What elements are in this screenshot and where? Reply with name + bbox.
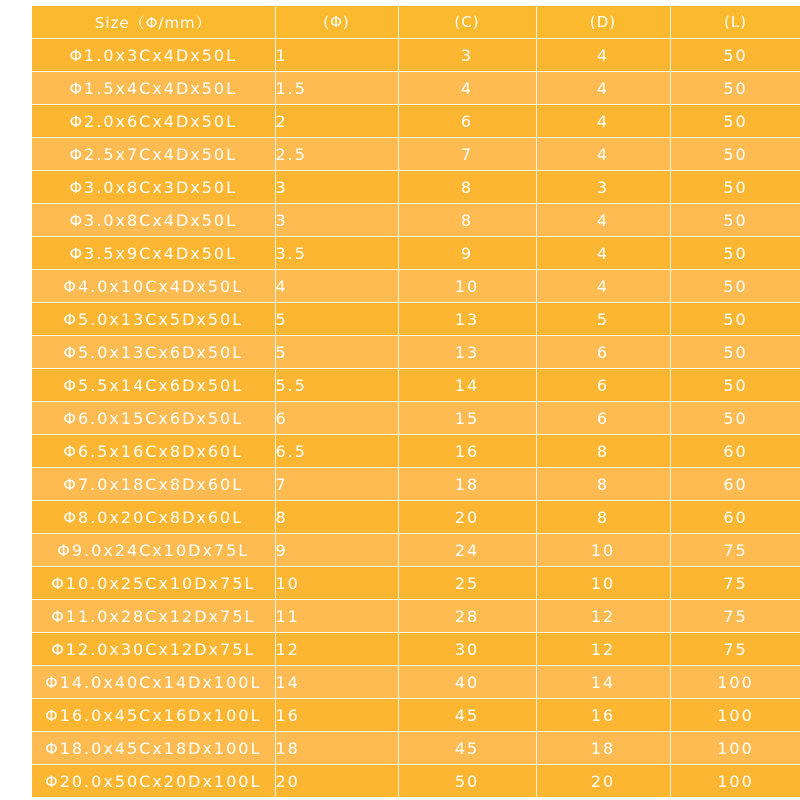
l-cell: 100 [670, 666, 800, 699]
size-cell: Φ11.0x28Cx12Dx75L [32, 600, 275, 633]
phi-cell: 14 [275, 666, 398, 699]
header-row [32, 6, 800, 39]
d-cell: 12 [536, 600, 670, 633]
table-body [32, 39, 800, 798]
phi-cell: 1.5 [275, 72, 398, 105]
c-cell: 9 [398, 237, 536, 270]
size-cell: Φ16.0x45Cx16Dx100L [32, 699, 275, 732]
l-cell: 50 [670, 204, 800, 237]
l-cell: 50 [670, 303, 800, 336]
d-cell: 5 [536, 303, 670, 336]
size-cell: Φ8.0x20Cx8Dx60L [32, 501, 275, 534]
d-cell: 10 [536, 534, 670, 567]
header-size: Size（Φ/mm） [32, 6, 275, 39]
c-cell: 40 [398, 666, 536, 699]
table-row [32, 501, 800, 534]
l-cell: 75 [670, 600, 800, 633]
c-cell: 45 [398, 699, 536, 732]
c-cell: 8 [398, 171, 536, 204]
l-cell: 50 [670, 39, 800, 72]
phi-cell: 3.5 [275, 237, 398, 270]
phi-cell: 5 [275, 303, 398, 336]
size-cell: Φ2.5x7Cx4Dx50L [32, 138, 275, 171]
d-cell: 4 [536, 39, 670, 72]
d-cell: 8 [536, 435, 670, 468]
size-cell: Φ18.0x45Cx18Dx100L [32, 732, 275, 765]
d-cell: 6 [536, 369, 670, 402]
d-cell: 8 [536, 468, 670, 501]
d-cell: 20 [536, 765, 670, 798]
phi-cell: 1 [275, 39, 398, 72]
size-cell: Φ5.0x13Cx6Dx50L [32, 336, 275, 369]
header-phi: (Φ) [275, 6, 398, 39]
c-cell: 13 [398, 303, 536, 336]
c-cell: 18 [398, 468, 536, 501]
c-cell: 20 [398, 501, 536, 534]
d-cell: 14 [536, 666, 670, 699]
d-cell: 10 [536, 567, 670, 600]
phi-cell: 4 [275, 270, 398, 303]
phi-cell: 3 [275, 204, 398, 237]
l-cell: 100 [670, 765, 800, 798]
d-cell: 4 [536, 237, 670, 270]
l-cell: 50 [670, 138, 800, 171]
size-cell: Φ5.5x14Cx6Dx50L [32, 369, 275, 402]
size-cell: Φ6.5x16Cx8Dx60L [32, 435, 275, 468]
c-cell: 25 [398, 567, 536, 600]
phi-cell: 18 [275, 732, 398, 765]
table-row [32, 270, 800, 303]
table-row [32, 336, 800, 369]
table-row [32, 534, 800, 567]
table-row [32, 666, 800, 699]
table-header [32, 6, 800, 39]
c-cell: 24 [398, 534, 536, 567]
size-cell: Φ2.0x6Cx4Dx50L [32, 105, 275, 138]
l-cell: 50 [670, 105, 800, 138]
size-cell: Φ3.0x8Cx4Dx50L [32, 204, 275, 237]
l-cell: 50 [670, 237, 800, 270]
size-cell: Φ7.0x18Cx8Dx60L [32, 468, 275, 501]
phi-cell: 3 [275, 171, 398, 204]
header-l: (L) [670, 6, 800, 39]
phi-cell: 16 [275, 699, 398, 732]
l-cell: 60 [670, 501, 800, 534]
l-cell: 75 [670, 633, 800, 666]
size-cell: Φ12.0x30Cx12Dx75L [32, 633, 275, 666]
d-cell: 18 [536, 732, 670, 765]
phi-cell: 12 [275, 633, 398, 666]
d-cell: 4 [536, 270, 670, 303]
c-cell: 3 [398, 39, 536, 72]
phi-cell: 6 [275, 402, 398, 435]
phi-cell: 11 [275, 600, 398, 633]
table-row [32, 402, 800, 435]
l-cell: 75 [670, 567, 800, 600]
table-row [32, 699, 800, 732]
d-cell: 4 [536, 72, 670, 105]
size-cell: Φ6.0x15Cx6Dx50L [32, 402, 275, 435]
d-cell: 4 [536, 204, 670, 237]
l-cell: 75 [670, 534, 800, 567]
l-cell: 100 [670, 699, 800, 732]
d-cell: 4 [536, 105, 670, 138]
l-cell: 50 [670, 270, 800, 303]
table-row [32, 732, 800, 765]
phi-cell: 2 [275, 105, 398, 138]
size-cell: Φ3.0x8Cx3Dx50L [32, 171, 275, 204]
c-cell: 30 [398, 633, 536, 666]
phi-cell: 7 [275, 468, 398, 501]
c-cell: 4 [398, 72, 536, 105]
size-cell: Φ10.0x25Cx10Dx75L [32, 567, 275, 600]
c-cell: 13 [398, 336, 536, 369]
d-cell: 12 [536, 633, 670, 666]
c-cell: 15 [398, 402, 536, 435]
table-row [32, 600, 800, 633]
l-cell: 50 [670, 72, 800, 105]
d-cell: 8 [536, 501, 670, 534]
size-cell: Φ1.0x3Cx4Dx50L [32, 39, 275, 72]
table-row [32, 105, 800, 138]
table-row [32, 765, 800, 798]
l-cell: 50 [670, 402, 800, 435]
c-cell: 8 [398, 204, 536, 237]
spec-table [32, 6, 800, 798]
phi-cell: 8 [275, 501, 398, 534]
c-cell: 7 [398, 138, 536, 171]
c-cell: 28 [398, 600, 536, 633]
d-cell: 16 [536, 699, 670, 732]
d-cell: 6 [536, 336, 670, 369]
phi-cell: 2.5 [275, 138, 398, 171]
phi-cell: 10 [275, 567, 398, 600]
table-row [32, 72, 800, 105]
phi-cell: 5 [275, 336, 398, 369]
table-row [32, 468, 800, 501]
c-cell: 10 [398, 270, 536, 303]
phi-cell: 5.5 [275, 369, 398, 402]
l-cell: 50 [670, 336, 800, 369]
l-cell: 60 [670, 468, 800, 501]
c-cell: 45 [398, 732, 536, 765]
size-cell: Φ4.0x10Cx4Dx50L [32, 270, 275, 303]
header-d: (D) [536, 6, 670, 39]
table-row [32, 237, 800, 270]
table-row [32, 567, 800, 600]
c-cell: 16 [398, 435, 536, 468]
size-cell: Φ14.0x40Cx14Dx100L [32, 666, 275, 699]
table-row [32, 138, 800, 171]
table-row [32, 303, 800, 336]
size-cell: Φ3.5x9Cx4Dx50L [32, 237, 275, 270]
size-cell: Φ5.0x13Cx5Dx50L [32, 303, 275, 336]
l-cell: 50 [670, 369, 800, 402]
table-row [32, 435, 800, 468]
header-c: (C) [398, 6, 536, 39]
phi-cell: 6.5 [275, 435, 398, 468]
d-cell: 3 [536, 171, 670, 204]
table-row [32, 369, 800, 402]
c-cell: 6 [398, 105, 536, 138]
l-cell: 60 [670, 435, 800, 468]
phi-cell: 9 [275, 534, 398, 567]
table-row [32, 633, 800, 666]
d-cell: 6 [536, 402, 670, 435]
table-row [32, 204, 800, 237]
size-cell: Φ20.0x50Cx20Dx100L [32, 765, 275, 798]
size-cell: Φ9.0x24Cx10Dx75L [32, 534, 275, 567]
table-row [32, 171, 800, 204]
size-cell: Φ1.5x4Cx4Dx50L [32, 72, 275, 105]
d-cell: 4 [536, 138, 670, 171]
l-cell: 50 [670, 171, 800, 204]
c-cell: 14 [398, 369, 536, 402]
l-cell: 100 [670, 732, 800, 765]
phi-cell: 20 [275, 765, 398, 798]
c-cell: 50 [398, 765, 536, 798]
table-row [32, 39, 800, 72]
